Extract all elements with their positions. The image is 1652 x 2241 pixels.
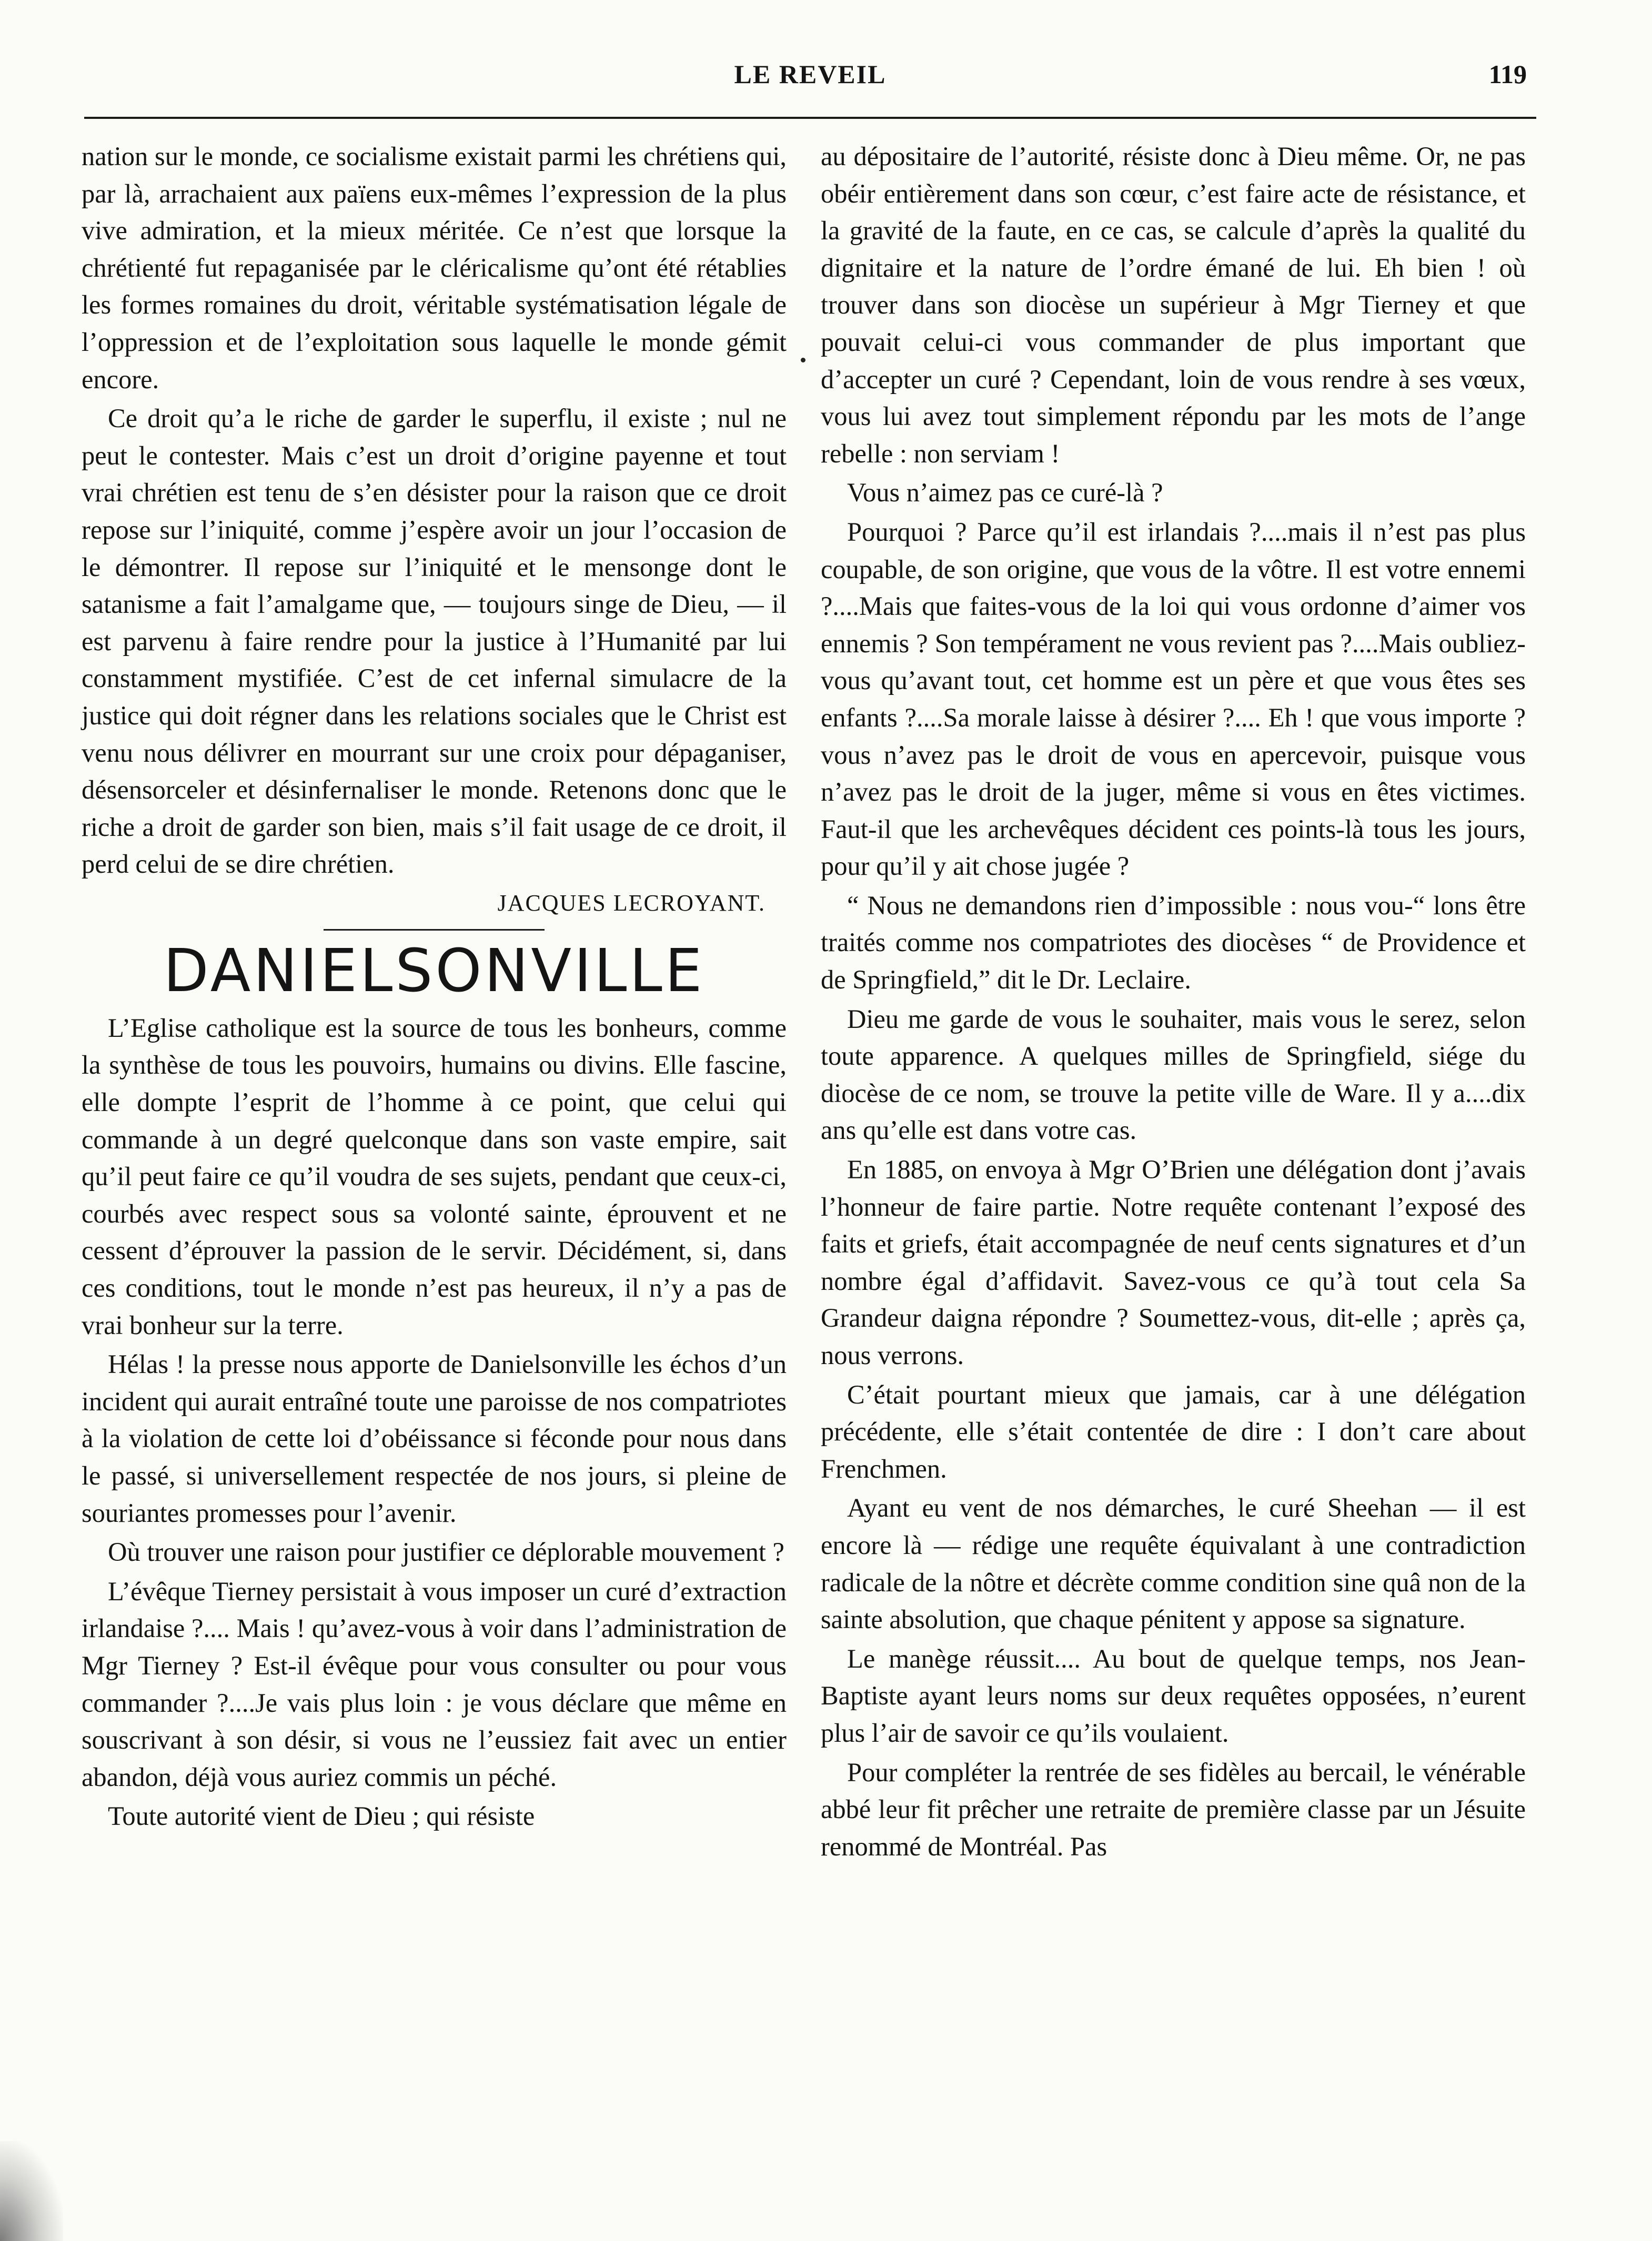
- page-number: 119: [1488, 59, 1527, 89]
- author-signature: JACQUES LECROYANT.: [497, 890, 765, 916]
- left-column: [82, 138, 787, 1837]
- paragraph: Hélas ! la presse nous apporte de Danielsonville les échos d’un incident qui aurait entraîné toute une paroisse de nos compatriotes à la violation de cette loi d’obéissance si féconde pour nous dans le passé, si universellement respectée de nos jours, si pleine de souriantes promesses pour l’avenir.: [82, 1349, 787, 1528]
- paragraph: Le manège réussit.... Au bout de quelque temps, nos Jean-Baptiste ayant leurs noms sur deux requêtes opposées, n’eurent plus l’air de savoir ce qu’ils voulaient.: [821, 1643, 1526, 1748]
- page-header: [84, 59, 1536, 101]
- section-divider: [324, 929, 545, 931]
- section-title: DANIELSONVILLE: [163, 936, 705, 1005]
- paragraph: Dieu me garde de vous le souhaiter, mais vous le serez, selon toute apparence. A quelques milles de Springfield, siége du diocèse de ce nom, se trouve la petite ville de Ware. Il y a....dix ans qu’elle est dans votre cas.: [821, 1004, 1526, 1145]
- paragraph: Pour compléter la rentrée de ses fidèles au bercail, le vénérable abbé leur fit prêcher une retraite de première classe par un Jésuite renommé de Montréal. Pas: [821, 1757, 1526, 1861]
- scan-edge-mark: [0, 2141, 63, 2241]
- paragraph: nation sur le monde, ce socialisme existait parmi les chrétiens qui, par là, arrachaient aux païens eux-mêmes l’expression de la plus vive admiration, et la mieux méritée. Ce n’est que lorsque la chrétienté fut repaganisée par le cléricalisme qu’ont été rétablies les formes romaines du droit, véritable systématisation légale de l’oppression et de l’exploitation sous laquelle le monde gémit encore.: [82, 142, 787, 394]
- paragraph: Ce droit qu’a le riche de garder le superflu, il existe ; nul ne peut le contester. Mais c’est un droit d’origine payenne et tout vrai chrétien est tenu de s’en désister pour la raison que ce droit repose sur l’iniquité, comme j’espère avoir un jour l’occasion de le démontrer. Il repose sur l’iniquité et le mensonge dont le satanisme a fait l’amalgame que, — toujours singe de Dieu, — il est parvenu à faire rendre pour la justice à l’Humanité par lui constamment mystifiée. C’est de cet infernal simulacre de la justice qui doit régner dans les relations sociales que le Christ est venu nous délivrer en mourrant sur une croix pour dépaganiser, désensorceler et désinfernaliser le monde. Retenons donc que le riche a droit de garder son bien, mais s’il fait usage de ce droit, il perd celui de se dire chrétien.: [82, 403, 787, 879]
- paragraph: C’était pourtant mieux que jamais, car à une délégation précédente, elle s’était contentée de dire : I don’t care about Frenchmen.: [821, 1379, 1526, 1483]
- paragraph: L’évêque Tierney persistait à vous imposer un curé d’extraction irlandaise ?.... Mais ! qu’avez-vous à voir dans l’administration de Mgr Tierney ? Est-il évêque pour vous consulter ou pour vous commander ?....Je vais plus loin : je vous déclare que même en souscrivant à son désir, si vous ne l’eussiez fait avec un entier abandon, déjà vous auriez commis un péché.: [82, 1576, 787, 1792]
- paragraph: Toute autorité vient de Dieu ; qui résiste: [108, 1801, 535, 1831]
- paragraph: au dépositaire de l’autorité, résiste donc à Dieu même. Or, ne pas obéir entièrement dans son cœur, c’est faire acte de résistance, et la gravité de la faute, en ce cas, se calcule d’après la qualité du dignitaire et la nature de l’ordre émané de lui. Eh bien ! où trouver dans son diocèse un supérieur à Mgr Tierney et que pouvait celui-ci vous commander de plus important que d’accepter un curé ? Cependant, loin de vous rendre à ses vœux, vous lui avez tout simplement répondu par les mots de l’ange rebelle : non serviam !: [821, 142, 1526, 468]
- paragraph: Où trouver une raison pour justifier ce déplorable mouvement ?: [108, 1537, 784, 1567]
- paragraph: En 1885, on envoya à Mgr O’Brien une délégation dont j’avais l’honneur de faire partie. Notre requête contenant l’exposé des faits et griefs, était accompagnée de neuf cents signatures et d’un nombre égal d’affidavit. Savez-vous ce qu’à tout cela Sa Grandeur daigna répondre ? Soumettez-vous, dit-elle ; après ça, nous verrons.: [821, 1155, 1526, 1370]
- paragraph: Ayant eu vent de nos démarches, le curé Sheehan — il est encore là — rédige une requête équivalant à une contradiction radicale de la nôtre et décrète comme condition sine quâ non de la sainte absolution, que chaque pénitent y appose sa signature.: [821, 1493, 1526, 1634]
- paragraph: Pourquoi ? Parce qu’il est irlandais ?....mais il n’est pas plus coupable, de son origine, que vous de la vôtre. Il est votre ennemi ?....Mais que faites-vous de la loi qui vous ordonne d’aimer vos ennemis ? Son tempérament ne vous revient pas ?....Mais oubliez-vous qu’avant tout, cet homme est un père et que vous êtes ses enfants ?....Sa morale laisse à désirer ?.... Eh ! que vous importe ? vous n’avez pas le droit de vous en apercevoir, puisque vous n’avez pas le droit de la juger, même si vous en êtes victimes. Faut-il que les archevêques décident ces points-là tous les jours, pour qu’il y ait chose jugée ?: [821, 517, 1526, 881]
- running-title: LE REVEIL: [734, 59, 887, 89]
- print-speck: [801, 358, 805, 362]
- paragraph: Vous n’aimez pas ce curé-là ?: [847, 478, 1163, 508]
- paragraph: L’Eglise catholique est la source de tous les bonheurs, comme la synthèse de tous les pouvoirs, humains ou divins. Elle fascine, elle dompte l’esprit de l’homme à ce point, que celui qui commande à un degré quelconque dans son vaste empire, sait qu’il peut faire ce qu’il voudra de ses sujets, pendant que ceux-ci, courbés avec respect sous sa volonté sainte, éprouvent et ne cessent d’éprouver la passion de le servir. Décidément, si, dans ces conditions, tout le monde n’est pas heureux, il n’y a pas de vrai bonheur sur la terre.: [82, 1013, 787, 1340]
- header-rule: [84, 117, 1536, 119]
- paragraph: “ Nous ne demandons rien d’impossible : nous vou-“ lons être traités comme nos compatriotes des diocèses “ de Providence et de Springfield,” dit le Dr. Leclaire.: [821, 890, 1526, 995]
- right-column: [821, 138, 1526, 1867]
